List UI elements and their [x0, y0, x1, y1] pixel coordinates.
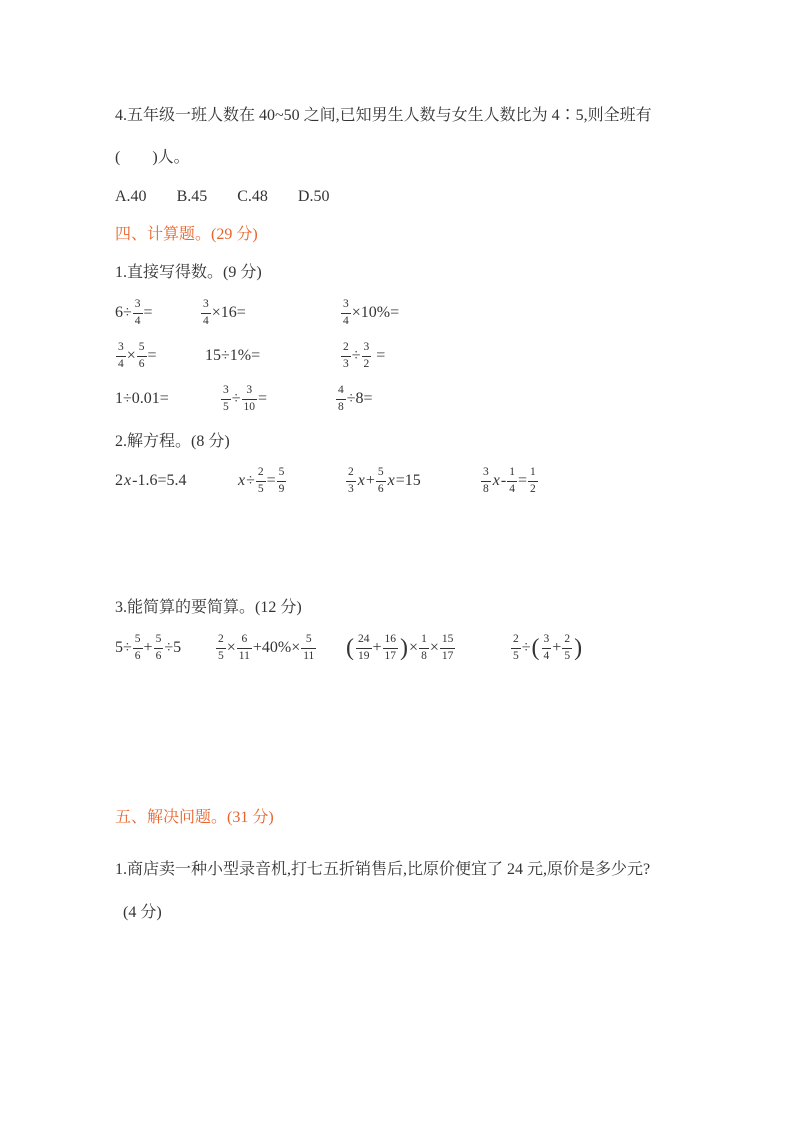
math-equation: x ÷ $\frac{2}{5}$ = $\frac{5}{9}$ [238, 466, 285, 495]
question-4-options [115, 187, 723, 207]
parenthesis: ) [574, 635, 583, 661]
part-1-title: 1.直接写得数。(9 分) [115, 264, 262, 281]
question-4-answer-blank: ( )人。 [115, 149, 190, 166]
variable: x [124, 472, 132, 489]
fraction: $\frac{2}{5}$ [257, 466, 264, 495]
option-b: B.45 [176, 188, 208, 205]
math-expression: $\frac{3}{4}$ × $\frac{5}{6}$ = [118, 341, 157, 370]
variable: x [387, 472, 395, 489]
fraction: $\frac{3}{4}$ [343, 298, 349, 327]
math-expression: $\frac{3}{5}$ ÷ $\frac{3}{10}$ = [223, 384, 268, 413]
word-problem-1-text: 1.商店卖一种小型录音机,打七五折销售后,比原价便宜了 24 元,原价是多少元? [115, 861, 651, 878]
math-expression: 1÷0.01= [115, 390, 169, 407]
simplify-row [115, 631, 723, 665]
math-expression: $\frac{4}{8}$ ÷8= [338, 384, 373, 413]
math-equation: 2 x -1.6=5.4 [115, 472, 187, 489]
math-expression: $\frac{3}{4}$ ×16= [203, 298, 246, 327]
fraction: $\frac{16}{17}$ [384, 633, 397, 662]
fraction: $\frac{5}{6}$ [377, 466, 384, 495]
variable: x [357, 472, 365, 489]
fraction: $\frac{2}{3}$ [343, 341, 349, 370]
fraction: $\frac{24}{19}$ [358, 633, 370, 662]
math-expression: $\frac{3}{4}$ ×10%= [343, 298, 400, 327]
fraction: $\frac{3}{4}$ [543, 633, 550, 662]
math-expression: 15÷1%= [205, 347, 261, 364]
question-4-text: 4.五年级一班人数在 40~50 之间,已知男生人数与女生人数比为 4∶5,则全班有 [115, 107, 652, 124]
math-expression: 6÷ $\frac{3}{4}$ = [115, 298, 153, 327]
direct-calc-row-2 [115, 339, 723, 373]
fraction: $\frac{5}{9}$ [278, 466, 285, 495]
math-expression: $\frac{2}{3}$ ÷ $\frac{3}{2}$ = [343, 341, 386, 370]
fraction: $\frac{3}{2}$ [363, 341, 370, 370]
fraction: $\frac{3}{4}$ [134, 298, 141, 327]
part-3-title: 3.能简算的要简算。(12 分) [115, 599, 302, 616]
math-expression: 5÷ $\frac{5}{6}$ + $\frac{5}{6}$ ÷5 [115, 633, 182, 662]
fraction: $\frac{3}{5}$ [223, 384, 229, 413]
fraction: $\frac{15}{17}$ [441, 633, 454, 662]
option-a: A.40 [115, 188, 147, 205]
part-2-title: 2.解方程。(8 分) [115, 433, 230, 450]
fraction: $\frac{5}{6}$ [138, 341, 145, 370]
variable: x [238, 472, 246, 489]
math-equation: $\frac{3}{8}$ x - $\frac{1}{4}$ = $\frac{1}{2}$ [483, 466, 536, 495]
option-c: C.48 [237, 188, 268, 205]
direct-calc-row-3 [115, 382, 723, 416]
math-expression: $\frac{2}{5}$ ÷ ( $\frac{3}{4}$ + $\frac{2}{5}$ ) [513, 633, 583, 662]
direct-calc-row-1 [115, 296, 723, 330]
fraction: $\frac{3}{10}$ [243, 384, 256, 413]
parenthesis: ( [346, 635, 354, 661]
fraction: $\frac{2}{5}$ [513, 633, 519, 662]
equations-row [115, 464, 723, 498]
parenthesis: ) [400, 635, 409, 661]
math-expression: ( $\frac{24}{19}$ + $\frac{16}{17}$ ) × $\frac{1}{8}$ × $\frac{15}{17}$ [346, 633, 454, 662]
word-problem-1-points: (4 分) [123, 904, 162, 921]
variable: x [492, 472, 500, 489]
fraction: $\frac{2}{5}$ [218, 633, 224, 662]
fraction: $\frac{2}{5}$ [564, 633, 571, 662]
fraction: $\frac{5}{6}$ [155, 633, 162, 662]
fraction: $\frac{3}{8}$ [483, 466, 489, 495]
option-d: D.50 [297, 188, 330, 205]
fraction: $\frac{1}{8}$ [421, 633, 427, 662]
fraction: $\frac{5}{11}$ [303, 633, 315, 662]
fraction: $\frac{6}{11}$ [238, 633, 250, 662]
math-equation: $\frac{2}{3}$ x + $\frac{5}{6}$ x =15 [348, 466, 421, 495]
parenthesis: ( [531, 635, 540, 661]
fraction: $\frac{3}{4}$ [118, 341, 124, 370]
fraction: $\frac{2}{3}$ [348, 466, 354, 495]
fraction: $\frac{1}{2}$ [529, 466, 536, 495]
fraction: $\frac{3}{4}$ [203, 298, 209, 327]
section-5-title: 五、解决问题。(31 分) [115, 809, 274, 826]
fraction: $\frac{1}{4}$ [509, 466, 515, 495]
section-4-title: 四、计算题。(29 分) [115, 226, 258, 243]
fraction: $\frac{4}{8}$ [338, 384, 344, 413]
math-expression: $\frac{2}{5}$ × $\frac{6}{11}$ +40%× $\frac{5}{11}$ [218, 633, 315, 662]
fraction: $\frac{5}{6}$ [134, 633, 141, 662]
